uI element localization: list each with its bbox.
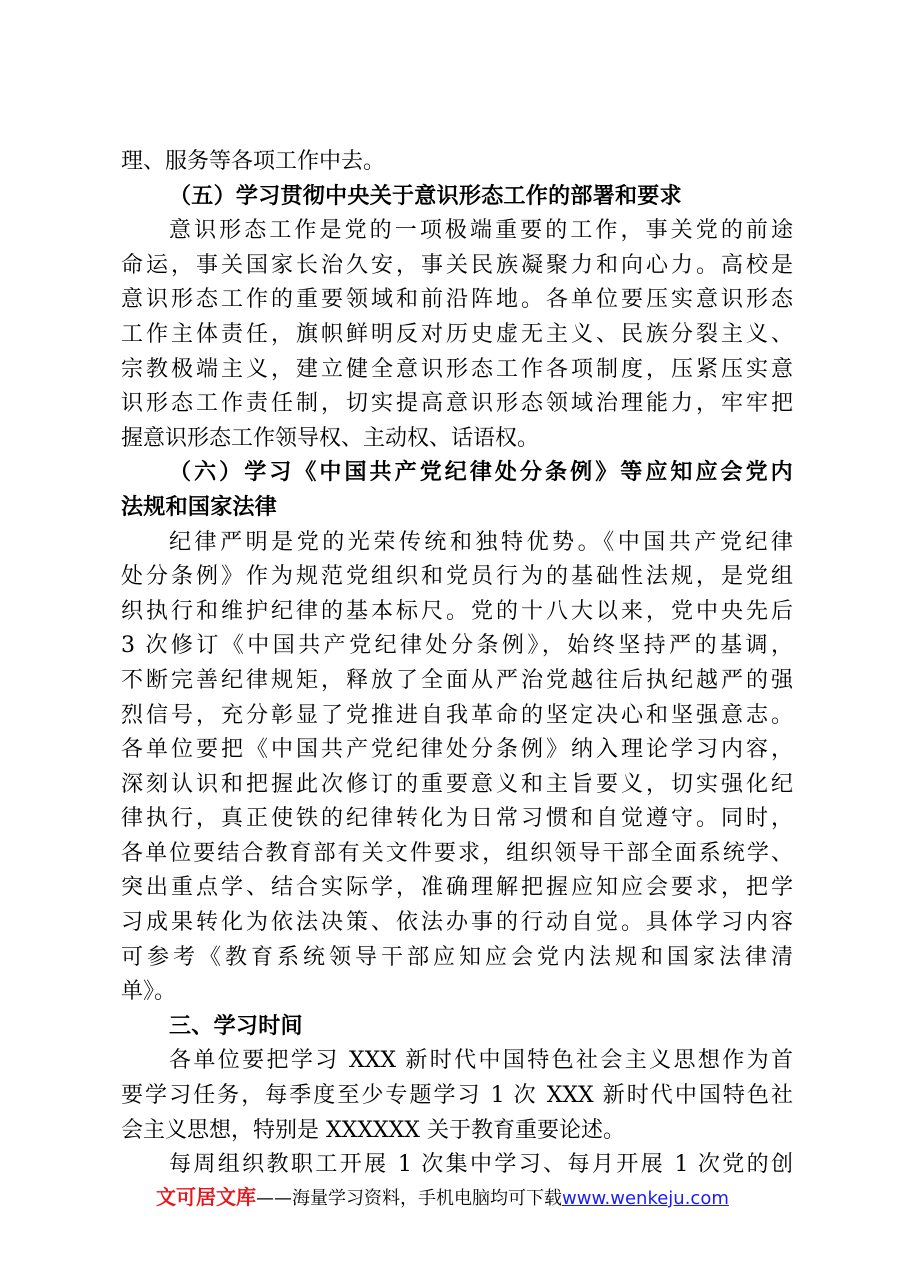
paragraph-line: 3 次修订《中国共产党纪律处分条例》，始终坚持严的基调， [121, 633, 793, 659]
paragraph-line: 习成果转化为依法决策、依法办事的行动自觉。具体学习内容 [121, 910, 793, 936]
paragraph-line: 每周组织教职工开展 1 次集中学习、每月开展 1 次党的创 [169, 1152, 793, 1178]
paragraph-line: 纪律严明是党的光荣传统和独特优势。《中国共产党纪律 [169, 529, 793, 555]
paragraph-line: 不断完善纪律规矩，释放了全面从严治党越往后执纪越严的强 [121, 667, 793, 693]
document-body [121, 145, 793, 1183]
paragraph-line: 理、服务等各项工作中去。 [121, 149, 386, 174]
paragraph-line: 会主义思想，特别是 XXXXXX 关于教育重要论述。 [121, 1117, 625, 1143]
paragraph-line: 命运，事关国家长治久安，事关民族凝聚力和向心力。高校是 [121, 252, 793, 278]
paragraph-line: 各单位要把《中国共产党纪律处分条例》纳入理论学习内容， [121, 737, 793, 763]
paragraph-line: 烈信号，充分彰显了党推进自我革命的坚定决心和坚强意志。 [121, 702, 793, 728]
paragraph-line: 意识形态工作的重要领域和前沿阵地。各单位要压实意识形态 [121, 287, 793, 313]
paragraph-line: 可参考《教育系统领导干部应知应会党内法规和国家法律清 [121, 944, 793, 970]
footer-banner [156, 1180, 776, 1214]
paragraph-line: 意识形态工作是党的一项极端重要的工作，事关党的前途 [169, 218, 793, 244]
section-heading-6: （六）学习《中国共产党纪律处分条例》等应知应会党内 [169, 460, 793, 486]
footer-link[interactable]: www.wenkeju.com [562, 1188, 729, 1209]
footer-brand: 文可居文库 [156, 1185, 256, 1209]
section-heading-3: 三、学习时间 [169, 1013, 303, 1039]
paragraph-line: 各单位要结合教育部有关文件要求，组织领导干部全面系统学、 [121, 840, 793, 866]
paragraph-line: 律执行，真正使铁的纪律转化为日常习惯和自觉遵守。同时， [121, 806, 793, 832]
paragraph-line: 要学习任务，每季度至少专题学习 1 次 XXX 新时代中国特色社 [121, 1083, 793, 1109]
section-heading-5: （五）学习贯彻中央关于意识形态工作的部署和要求 [169, 183, 682, 209]
paragraph-line: 识形态工作责任制，切实提高意识形态领域治理能力，牢牢把 [121, 391, 793, 417]
paragraph-line: 突出重点学、结合实际学，准确理解把握应知应会要求，把学 [121, 875, 793, 901]
paragraph-line: 各单位要把学习 XXX 新时代中国特色社会主义思想作为首 [169, 1048, 793, 1074]
paragraph-line: 深刻认识和把握此次修订的重要意义和主旨要义，切实强化纪 [121, 771, 793, 797]
paragraph-line: 工作主体责任，旗帜鲜明反对历史虚无主义、民族分裂主义、 [121, 321, 793, 347]
paragraph-line: 织执行和维护纪律的基本标尺。党的十八大以来，党中央先后 [121, 598, 793, 624]
paragraph-line: 处分条例》作为规范党组织和党员行为的基础性法规，是党组 [121, 564, 793, 590]
section-heading-6-cont: 法规和国家法律 [121, 494, 278, 520]
paragraph-line: 握意识形态工作领导权、主动权、话语权。 [121, 425, 540, 451]
paragraph-line: 宗教极端主义，建立健全意识形态工作各项制度，压紧压实意 [121, 356, 793, 382]
footer-slogan: ——海量学习资料，手机电脑均可下载 [256, 1188, 562, 1209]
paragraph-line: 单》。 [121, 979, 177, 1005]
